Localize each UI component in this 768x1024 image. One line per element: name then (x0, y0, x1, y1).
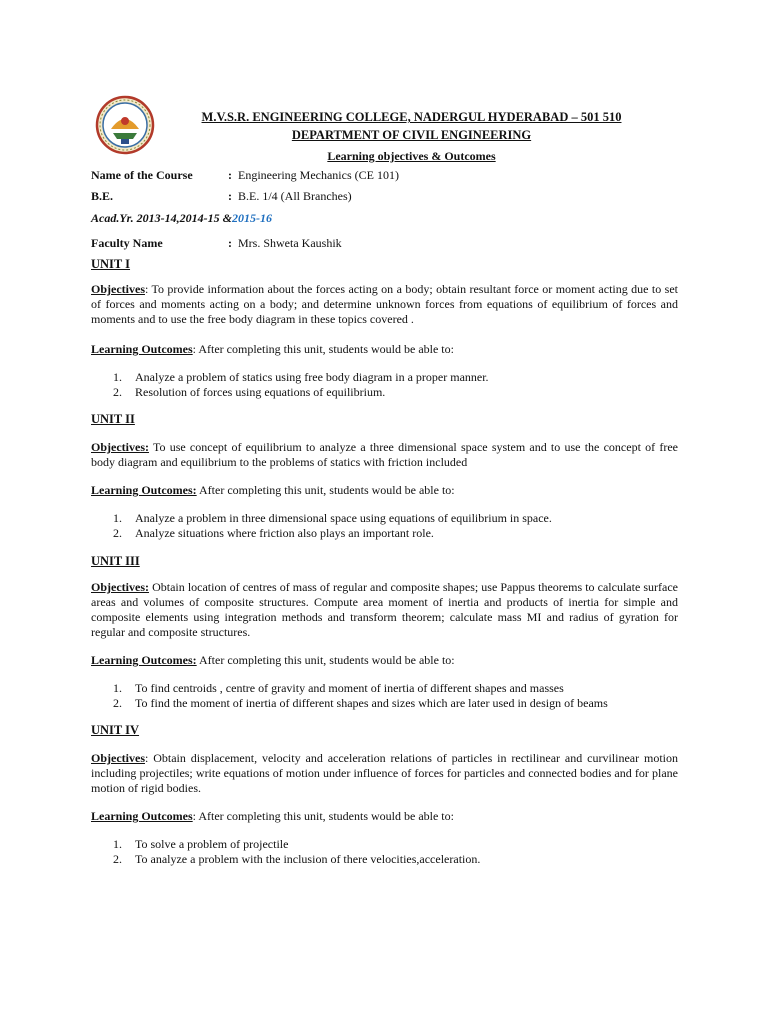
list-item (113, 370, 489, 385)
learning-outcomes-heading (91, 653, 455, 668)
be-label: B.E. (91, 189, 114, 203)
objectives-label: Objectives (91, 751, 145, 765)
unit-title: UNIT I (91, 257, 131, 271)
learning-outcomes-label: Learning Outcomes (91, 342, 193, 356)
item-number: 1. (113, 511, 122, 525)
list-item (113, 852, 480, 867)
item-number: 1. (113, 837, 122, 851)
outcomes-list (113, 681, 608, 711)
item-text: To analyze a problem with the inclusion of there velocities,acceleration. (135, 852, 481, 866)
unit-title: UNIT III (91, 554, 140, 568)
academic-year (91, 211, 272, 226)
academic-year-prefix: Acad.Yr. 2013-14,2014-15 & (91, 211, 232, 225)
objectives-text: : Obtain displacement, velocity and acceleration relations of particles in rectilinear and curvilinear motion including projectiles; write equations of motion under influence of forces for particles and connected bodies and for plane motion of rigid bodies. (91, 751, 678, 795)
outcomes-list (113, 370, 489, 400)
item-number: 2. (113, 696, 122, 710)
item-text: Analyze situations where friction also plays an important role. (135, 526, 434, 540)
faculty-label: Faculty Name (91, 236, 163, 250)
item-text: To solve a problem of projectile (135, 837, 289, 851)
academic-year-highlight: 2015-16 (232, 211, 272, 225)
learning-outcomes-heading (91, 342, 454, 357)
college-name: M.V.S.R. ENGINEERING COLLEGE, NADERGUL HYDERABAD – 501 510 (201, 110, 622, 124)
colon: : (228, 168, 232, 182)
item-number: 2. (113, 852, 122, 866)
objectives-text: To use concept of equilibrium to analyze a three dimensional space system and to use the concept of free body diagram and equilibrium to the problems of statics with friction included (91, 440, 678, 469)
unit-objectives (91, 751, 678, 796)
course-label: Name of the Course (91, 168, 193, 182)
department-name: DEPARTMENT OF CIVIL ENGINEERING (291, 128, 532, 142)
unit-objectives (91, 580, 678, 640)
learning-outcomes-heading (91, 483, 455, 498)
list-item (113, 837, 480, 852)
list-item (113, 385, 489, 400)
list-item (113, 511, 552, 526)
learning-outcomes-label: Learning Outcomes: (91, 653, 197, 667)
document-subtitle: Learning objectives & Outcomes (327, 149, 496, 163)
learning-outcomes-text: : After completing this unit, students would be able to: (192, 342, 454, 356)
unit-title: UNIT IV (91, 723, 140, 737)
unit-title: UNIT II (91, 412, 135, 426)
colon: : (228, 236, 232, 250)
item-text: Analyze a problem of statics using free body diagram in a proper manner. (135, 370, 489, 384)
faculty-value: Mrs. Shweta Kaushik (238, 236, 342, 250)
item-text: To find centroids , centre of gravity and moment of inertia of different shapes and masses (135, 681, 564, 695)
item-text: To find the moment of inertia of different shapes and sizes which are later used in design of beams (135, 696, 608, 710)
list-item (113, 681, 608, 696)
objectives-text: Obtain location of centres of mass of regular and composite shapes; use Pappus theorems to calculate surface areas and volumes of composite structures. Compute area moment of inertia and products of inertia for simple and composite elements using integration methods and transform theorem; calculate mass MI and radius of gyration for regular and composite structures. (91, 580, 678, 639)
learning-outcomes-text: : After completing this unit, students would be able to: (192, 809, 454, 823)
college-seal-icon (95, 95, 155, 155)
list-item (113, 526, 552, 541)
course-value: Engineering Mechanics (CE 101) (238, 168, 399, 182)
item-number: 1. (113, 681, 122, 695)
outcomes-list (113, 837, 480, 867)
outcomes-list (113, 511, 552, 541)
item-number: 2. (113, 385, 122, 399)
learning-outcomes-label: Learning Outcomes (91, 809, 193, 823)
item-text: Analyze a problem in three dimensional space using equations of equilibrium in space. (135, 511, 552, 525)
objectives-label: Objectives (91, 282, 145, 296)
learning-outcomes-text: After completing this unit, students would be able to: (196, 483, 455, 497)
be-value: B.E. 1/4 (All Branches) (238, 189, 352, 203)
learning-outcomes-label: Learning Outcomes: (91, 483, 197, 497)
objectives-label: Objectives: (91, 580, 149, 594)
unit-objectives (91, 282, 678, 327)
objectives-label: Objectives: (91, 440, 149, 454)
learning-outcomes-text: After completing this unit, students would be able to: (196, 653, 455, 667)
item-text: Resolution of forces using equations of equilibrium. (135, 385, 386, 399)
learning-outcomes-heading (91, 809, 454, 824)
item-number: 2. (113, 526, 122, 540)
item-number: 1. (113, 370, 122, 384)
unit-objectives (91, 440, 678, 470)
colon: : (228, 189, 232, 203)
objectives-text: : To provide information about the forces acting on a body; obtain resultant force or moment acting due to set of forces and moments acting on a body; and determine unknown forces from equations of equilibrium of forces and moments and to use the free body diagram in these topics covered . (91, 282, 678, 326)
list-item (113, 696, 608, 711)
